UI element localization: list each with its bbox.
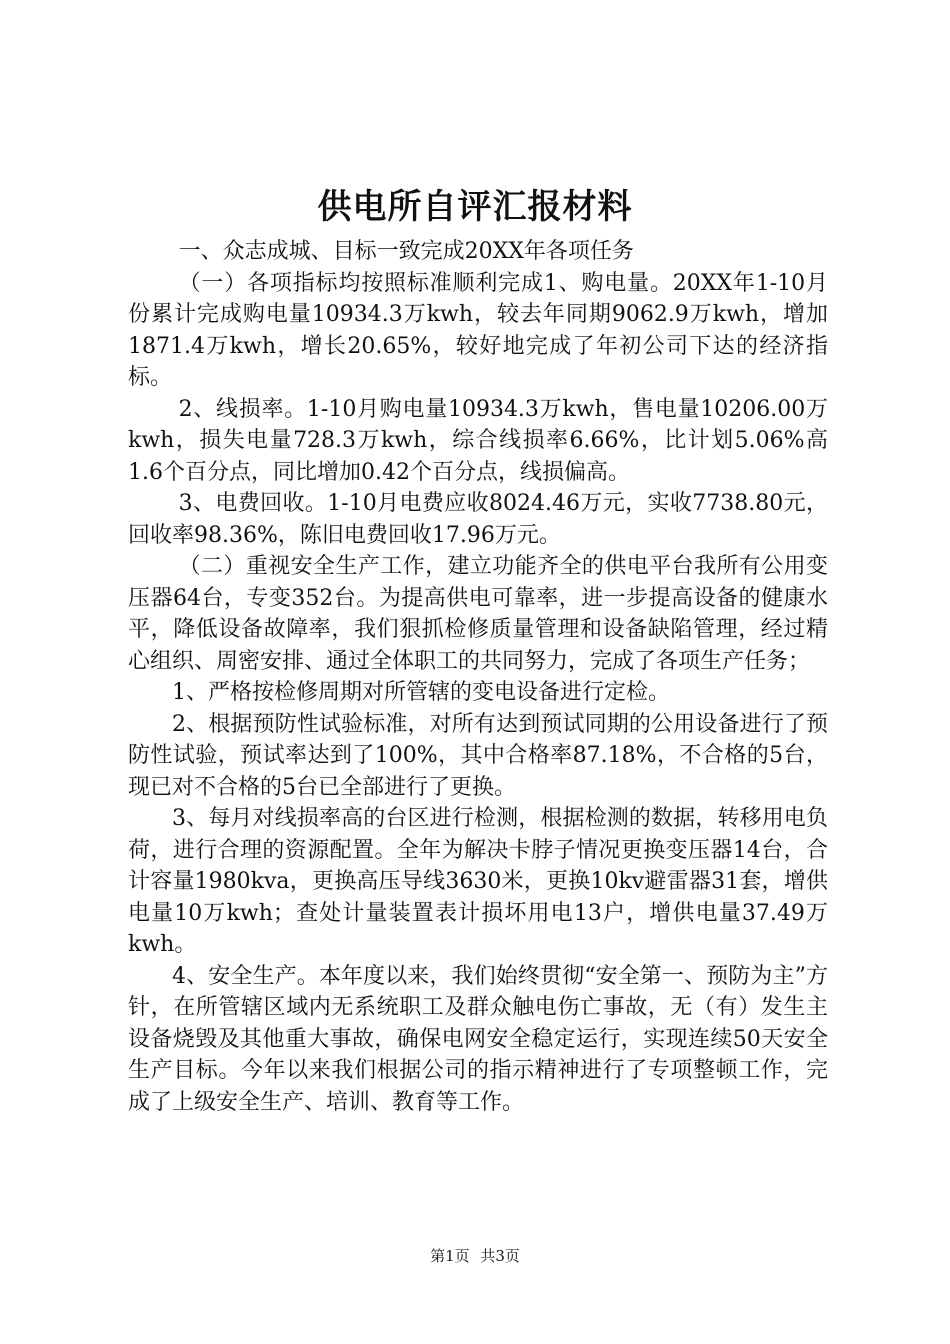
page-number-total: 共3页 [480,1247,520,1265]
document-title: 供电所自评汇报材料 [317,187,633,227]
paragraph-fee-collection: 3、电费回收。1-10月电费应收8024.46万元，实收7738.80元，回收率98.36%，陈旧电费回收17.96万元。 [128,491,828,548]
document-body [128,236,828,1118]
page-footer [0,1245,950,1267]
paragraph-maintenance-check: 1、严格按检修周期对所管辖的变电设备进行定检。 [172,680,670,705]
paragraph-preventive-test: 2、根据预防性试验标准，对所有达到预试同期的公用设备进行了预防性试验，预试率达到了100%，其中合格率87.18%，不合格的5台，现已对不合格的5台已全部进行了更换。 [128,711,828,800]
page-number-current: 第1页 [430,1247,470,1265]
paragraph-safety: 4、安全生产。本年度以来，我们始终贯彻“安全第一、预防为主”方针，在所管辖区域内无系统职工及群众触电伤亡事故，无（有）发生主设备烧毁及其他重大事故，确保电网安全稳定运行，实现连续50天安全生产目标。今年以来我们根据公司的指示精神进行了专项整顿工作，完成了上级安全生产、培训、教育等工作。 [128,963,828,1115]
paragraph-safety-production: （二）重视安全生产工作，建立功能齐全的供电平台我所有公用变压器64台，专变352台。为提高供电可靠率，进一步提高设备的健康水平，降低设备故障率，我们狠抓检修质量管理和设备缺陷管理，经过精心组织、周密安排、通过全体职工的共同努力，完成了各项生产任务； [128,554,828,674]
paragraph-line-loss: 2、线损率。1-10月购电量10934.3万kwh，售电量10206.00万kwh，损失电量728.3万kwh，综合线损率6.66%，比计划5.06%高1.6个百分点，同比增加0.42个百分点，线损偏高。 [128,396,828,485]
paragraph-purchase-volume: （一）各项指标均按照标准顺利完成1、购电量。20XX年1-10月份累计完成购电量10934.3万kwh，较去年同期9062.9万kwh，增加1871.4万kwh，增长20.65%，较好地完成了年初公司下达的经济指标。 [128,270,828,390]
paragraph-section-1-heading: 一、众志成城、目标一致完成20XX年各项任务 [178,239,634,264]
paragraph-line-loss-inspection: 3、每月对线损率高的台区进行检测，根据检测的数据，转移用电负荷，进行合理的资源配置。全年为解决卡脖子情况更换变压器14台，合计容量1980kva，更换高压导线3630米，更换10kv避雷器31套，增供电量10万kwh；查处计量装置表计损坏用电13户，增供电量37.49万kwh。 [128,806,828,957]
